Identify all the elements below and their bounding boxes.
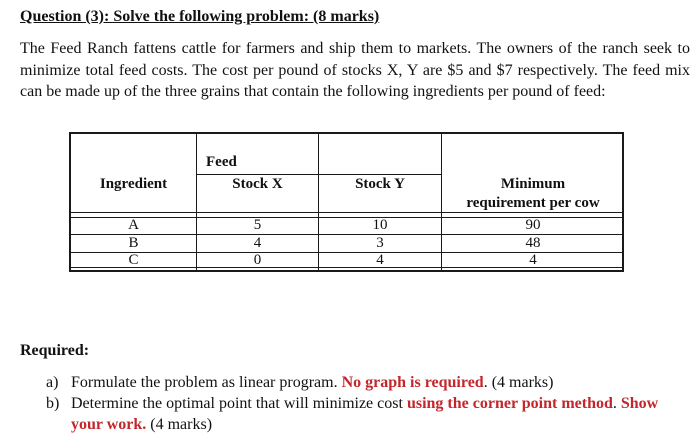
highlight-text: Show your work. [71, 395, 659, 433]
item-marker: b) [46, 395, 60, 412]
required-item-a [46, 372, 686, 393]
problem-description: The Feed Ranch fattens cattle for farmers and ship them to markets. The owners of the ranch seek to minimize total feed costs. The cost per pound of stocks X, Y are $5 and $7 respectively. The feed mix can be made up of the three grains that contain the following ingredients per pound of feed: [20, 40, 690, 100]
header-feed: Feed [206, 154, 237, 170]
feed-ingredients-table [69, 132, 624, 272]
required-item-b [46, 393, 686, 435]
header-minimum-line2: requirement per cow [466, 195, 600, 211]
row-b-stock-y: 3 [376, 235, 384, 251]
item-text-part: . (4 marks) [483, 374, 554, 391]
highlight-text: No graph is required [341, 374, 484, 391]
row-b-stock-x: 4 [253, 235, 262, 251]
required-title: Required: [20, 342, 90, 359]
item-text [71, 372, 686, 393]
row-c-ingredient: C [128, 252, 139, 268]
row-c-stock-x: 0 [253, 252, 262, 268]
required-list [46, 372, 686, 435]
header-minimum-line1: Minimum [500, 176, 566, 192]
item-text-part: Determine the optimal point that will minimize cost [71, 395, 407, 412]
item-text-part: Formulate the problem as linear program. [71, 374, 342, 391]
table-divider [196, 174, 441, 175]
row-b-ingredient: B [128, 235, 139, 251]
row-c-minimum: 4 [529, 252, 537, 268]
header-stock-y: Stock Y [355, 176, 405, 192]
row-a-stock-x: 5 [253, 217, 262, 233]
highlight-text: using the corner point method [406, 395, 613, 412]
item-text-part: (4 marks) [146, 416, 213, 433]
row-b-minimum: 48 [525, 235, 541, 251]
item-text-part: . [612, 395, 621, 412]
question-heading: Question (3): Solve the following problem: (8 marks) [20, 8, 380, 25]
header-ingredient: Ingredient [99, 176, 168, 192]
row-a-stock-y: 10 [372, 217, 388, 233]
row-a-ingredient: A [128, 217, 139, 233]
table-divider [71, 212, 622, 213]
row-a-minimum: 90 [525, 217, 541, 233]
item-text [71, 393, 686, 435]
header-stock-x: Stock X [232, 176, 283, 192]
item-marker: a) [46, 374, 59, 391]
row-c-stock-y: 4 [376, 252, 384, 268]
